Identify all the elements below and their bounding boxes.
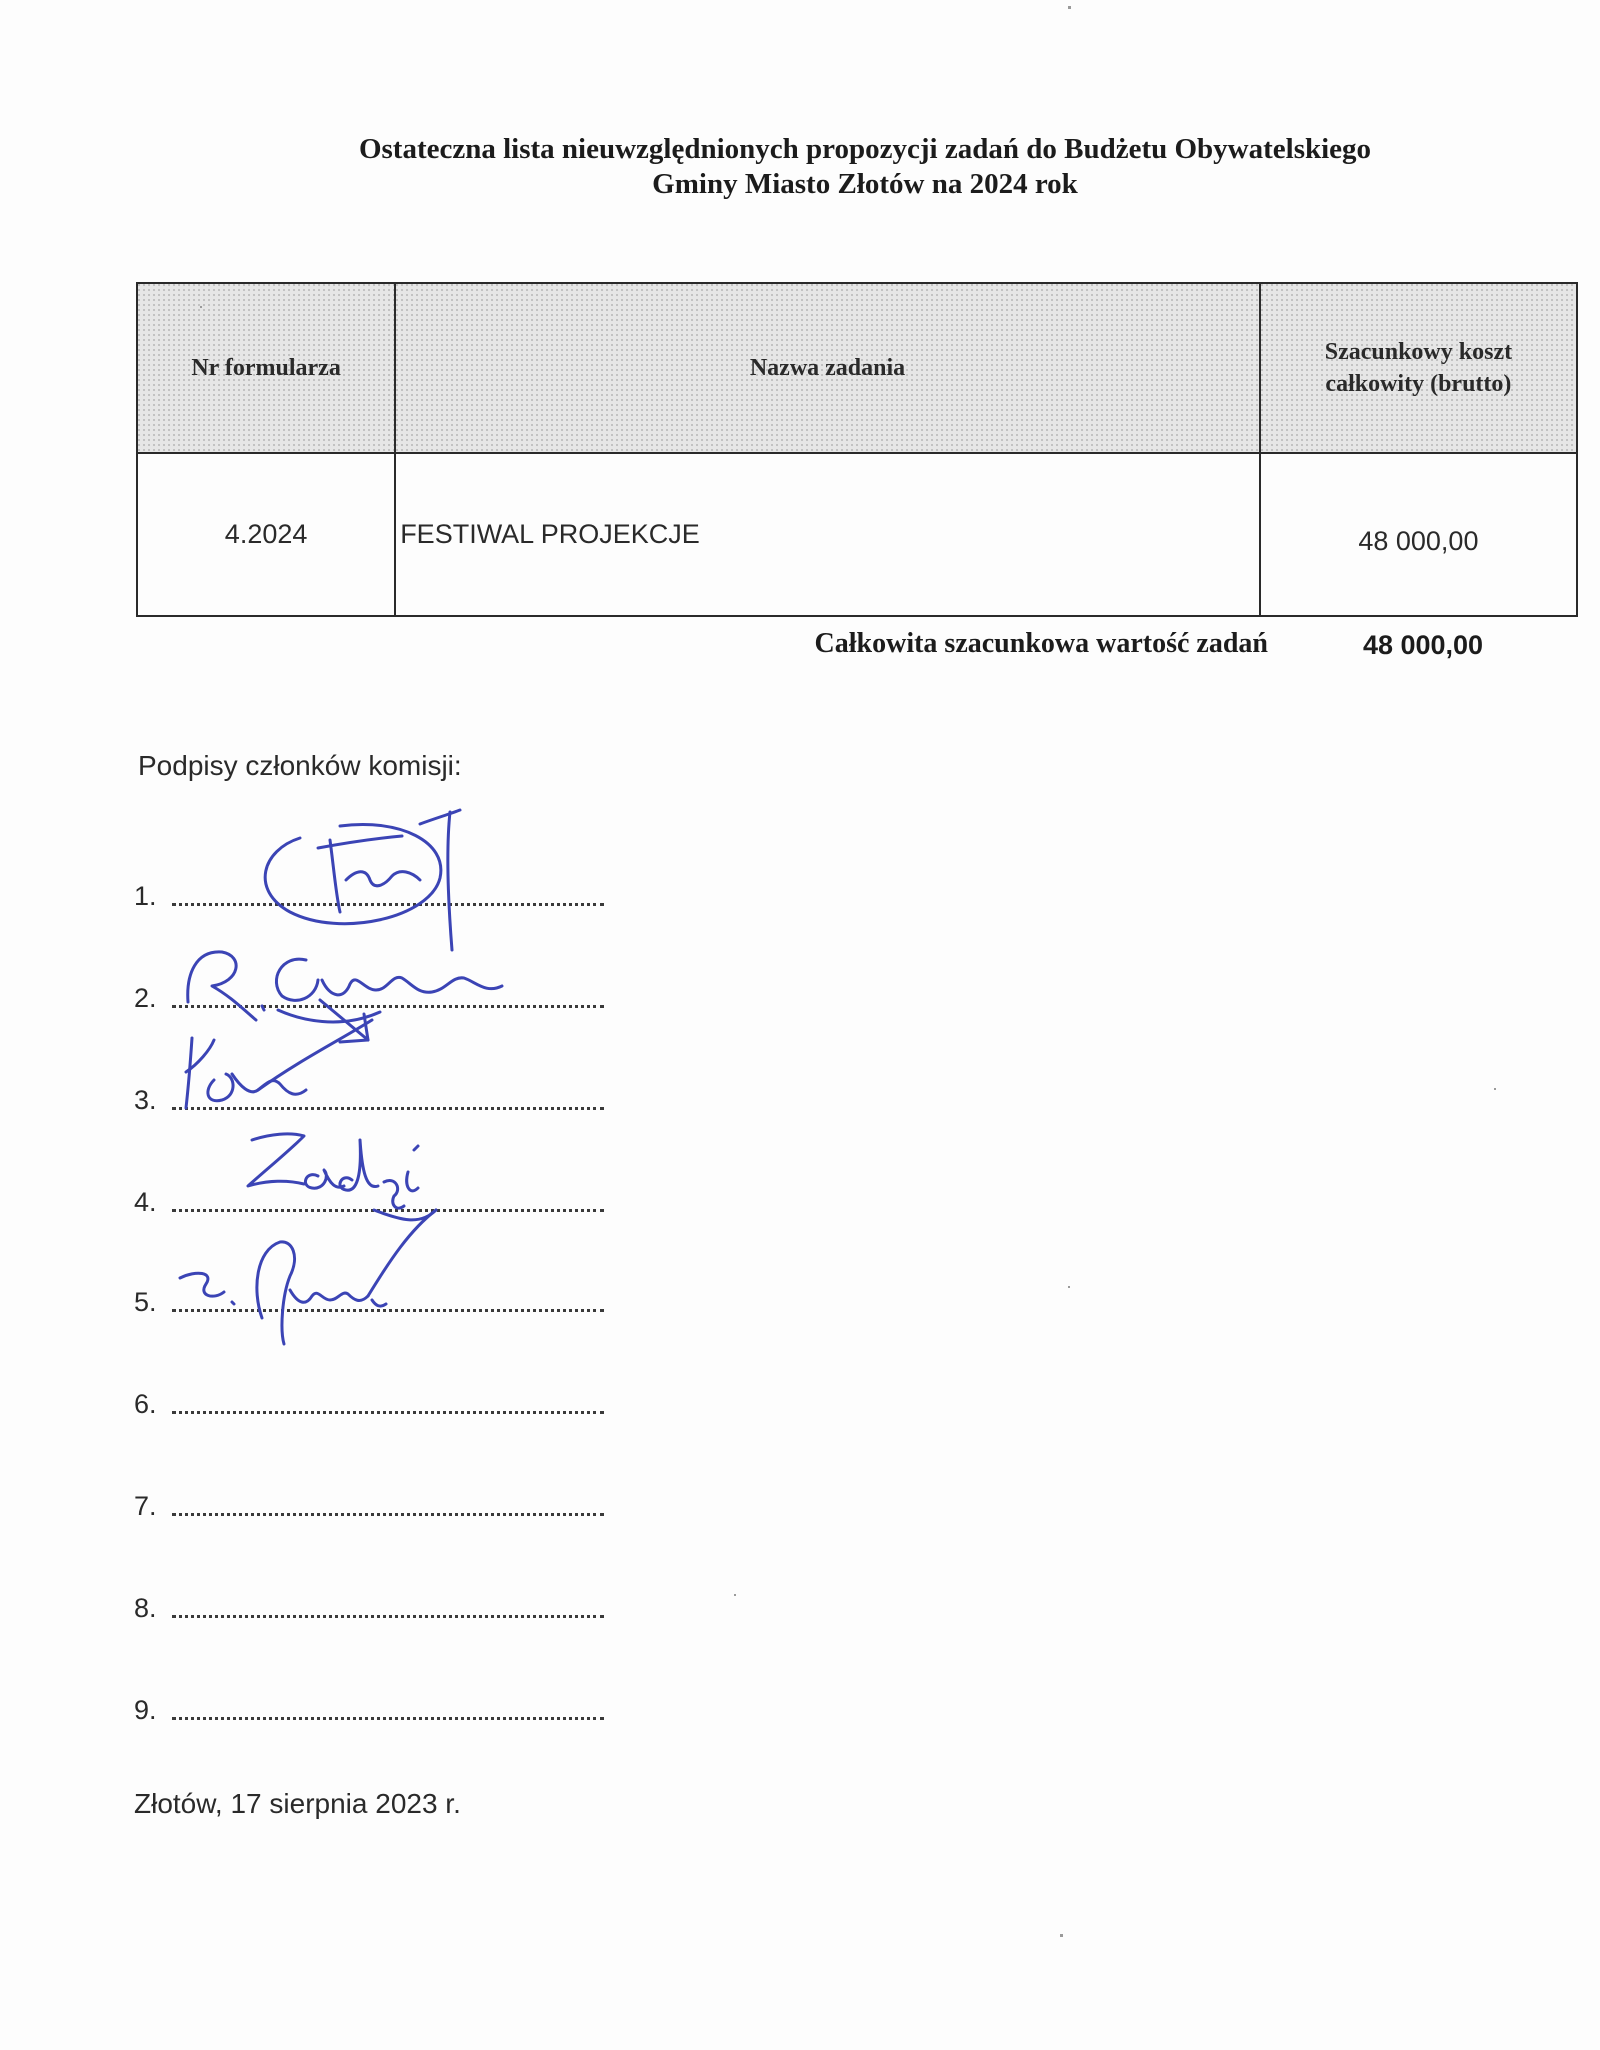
table-row	[137, 453, 1577, 616]
signature-number: 4.	[134, 1187, 157, 1217]
signature-dots	[172, 1309, 604, 1312]
cell-cost: 48 000,00	[1260, 453, 1577, 616]
signature-dots	[172, 1615, 604, 1618]
header-nr-formularza: Nr formularza	[137, 283, 395, 453]
signature-number: 2.	[134, 983, 157, 1013]
scan-speck	[1060, 1934, 1063, 1937]
signature-line-2	[134, 978, 604, 1014]
title-line-2: Gminy Miasto Złotów na 2024 rok	[652, 168, 1078, 200]
signature-number: 5.	[134, 1287, 157, 1317]
total-label: Całkowita szacunkowa wartość zadań	[814, 628, 1268, 659]
signatures-heading: Podpisy członków komisji:	[138, 750, 462, 781]
signature-line-3	[134, 1080, 604, 1116]
total-value: 48 000,00	[1362, 630, 1484, 660]
signature-line-5	[134, 1282, 604, 1318]
signature-dots	[172, 1107, 604, 1110]
signature-dots	[172, 1209, 604, 1212]
signature-line-1	[134, 876, 604, 912]
header-szacunkowy-koszt	[1260, 283, 1577, 453]
signature-dots	[172, 1411, 604, 1414]
cell-nr: 4.2024	[137, 453, 395, 616]
title-line-1: Ostateczna lista nieuwzględnionych propozycji zadań do Budżetu Obywatelskiego	[358, 133, 1372, 165]
tasks-table	[136, 282, 1578, 617]
signature-number: 1.	[134, 881, 157, 911]
header-cost-line-2: całkowity (brutto)	[1325, 371, 1512, 397]
signature-number: 9.	[134, 1695, 157, 1725]
scan-speck	[1068, 6, 1071, 9]
signature-line-4	[134, 1182, 604, 1218]
signature-line-8	[134, 1588, 604, 1624]
signature-dots	[172, 1717, 604, 1720]
signature-line-6	[134, 1384, 604, 1420]
table-header-row	[137, 283, 1577, 453]
scan-speck	[1494, 1088, 1496, 1090]
signature-5-ink	[180, 1210, 436, 1344]
signature-number: 8.	[134, 1593, 157, 1623]
scan-speck	[200, 306, 202, 308]
signature-line-7	[134, 1486, 604, 1522]
document-date: Złotów, 17 sierpnia 2023 r.	[134, 1788, 461, 1819]
signature-line-9	[134, 1690, 604, 1726]
signature-dots	[172, 1513, 604, 1516]
scan-speck	[734, 1594, 736, 1596]
scan-speck	[1068, 1286, 1070, 1288]
signature-dots	[172, 1005, 604, 1008]
signature-number: 6.	[134, 1389, 157, 1419]
header-cost-line-1: Szacunkowy koszt	[1324, 339, 1513, 365]
document-title	[180, 132, 1550, 202]
signature-number: 7.	[134, 1491, 157, 1521]
header-nazwa-zadania: Nazwa zadania	[395, 283, 1260, 453]
signature-dots	[172, 903, 604, 906]
signature-number: 3.	[134, 1085, 157, 1115]
cell-name: FESTIWAL PROJEKCJE	[395, 453, 1260, 616]
